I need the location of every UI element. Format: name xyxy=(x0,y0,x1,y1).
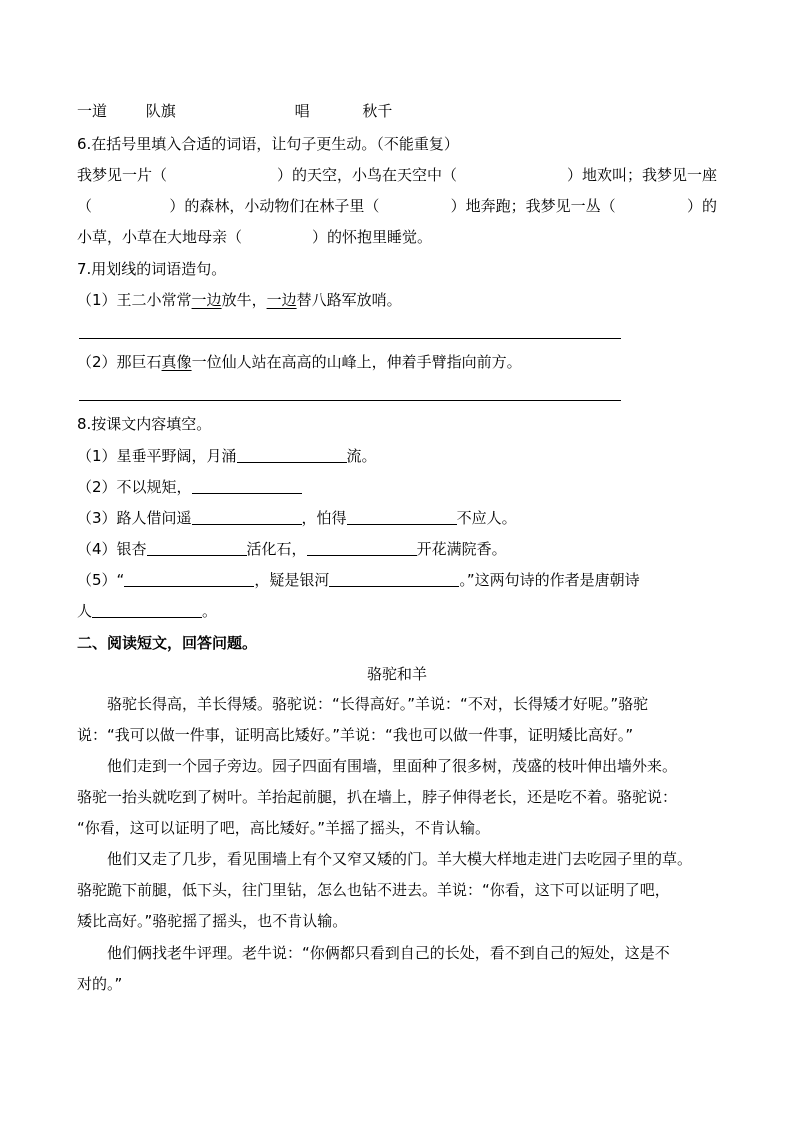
underlined-word: 真像 xyxy=(161,353,192,371)
word-3: 唱 xyxy=(294,102,310,120)
fill-blank[interactable] xyxy=(192,478,302,494)
passage-line: 他们走到一个园子旁边。园子四面有围墙，里面种了很多树，茂盛的枝叶伸出墙外来。 xyxy=(107,757,678,775)
passage-line: 骆驼跪下前腿，低下头，往门里钻，怎么也钻不进去。羊说：“你看，这下可以证明了吧， xyxy=(77,881,670,899)
q6-text: ）的天空，小鸟在天空中（ xyxy=(276,166,457,184)
q8-heading: 8.按课文内容填空。 xyxy=(77,415,212,433)
q7-text: （2）那巨石 xyxy=(77,353,162,371)
answer-line-1[interactable] xyxy=(79,338,621,339)
passage-line: 骆驼一抬头就吃到了树叶。羊抬起前腿，扒在墙上，脖子伸得老长，还是吃不着。骆驼说： xyxy=(77,788,678,806)
q8-item-5 xyxy=(77,570,640,590)
passage-line: 他们又走了几步，看见围墙上有个又窄又矮的门。羊大模大样地走进门去吃园子里的草。 xyxy=(107,850,693,868)
word-4: 秋千 xyxy=(362,102,393,120)
word-2: 队旗 xyxy=(145,102,176,120)
q6-heading: 6.在括号里填入合适的词语，让句子更生动。（不能重复） xyxy=(77,135,459,153)
q8-text: （4）银杏 xyxy=(77,540,147,558)
q7-sentence-2 xyxy=(77,352,522,372)
q6-text: 小草，小草在大地母亲（ xyxy=(77,228,243,246)
q8-text: 人 xyxy=(77,602,93,620)
fill-blank[interactable] xyxy=(237,447,347,463)
fill-blank[interactable] xyxy=(192,509,302,525)
q8-text: （3）路人借问遥 xyxy=(77,509,192,527)
q7-text: （1）王二小常常 xyxy=(77,291,192,309)
q8-text: 不应人。 xyxy=(456,509,517,527)
q7-heading: 7.用划线的词语造句。 xyxy=(77,260,227,278)
q6-line-2 xyxy=(77,196,717,216)
q7-sentence-1 xyxy=(77,290,402,310)
q8-text: （5）“ xyxy=(77,571,125,589)
q8-text: （2）不以规矩， xyxy=(77,478,192,496)
underlined-word: 一边 xyxy=(266,291,297,309)
passage-line: 矮比高好。”骆驼摇了摇头，也不肯认输。 xyxy=(77,912,348,930)
fill-blank[interactable] xyxy=(147,540,247,556)
q7-text: 一位仙人站在高高的山峰上，伸着手臂指向前方。 xyxy=(191,353,522,371)
q7-text: 放牛， xyxy=(221,291,267,309)
fill-blank[interactable] xyxy=(92,602,202,618)
word-1: 一道 xyxy=(77,102,108,120)
fill-blank[interactable] xyxy=(329,571,459,587)
underlined-word: 一边 xyxy=(191,291,222,309)
q8-text: （1）星垂平野阔，月涌 xyxy=(77,447,237,465)
q7-text: 替八路军放哨。 xyxy=(296,291,402,309)
q6-text: 我梦见一片（ xyxy=(77,166,168,184)
q6-text: （ xyxy=(77,197,93,215)
q6-text: ）的怀抱里睡觉。 xyxy=(312,228,433,246)
q8-text: 流。 xyxy=(346,447,377,465)
q8-item-1 xyxy=(77,446,377,466)
q6-line-1 xyxy=(77,165,717,185)
passage-line: 骆驼长得高，羊长得矮。骆驼说：“长得高好。”羊说：“不对，长得矮才好呢。”骆驼 xyxy=(107,695,649,713)
q8-item-4 xyxy=(77,539,507,559)
fill-blank[interactable] xyxy=(307,540,417,556)
passage-title: 骆驼和羊 xyxy=(366,665,427,683)
q8-item-3 xyxy=(77,508,517,528)
section-2-heading: 二、阅读短文，回答问题。 xyxy=(77,634,258,652)
answer-line-2[interactable] xyxy=(79,400,621,401)
passage-line: 说：“我可以做一件事，证明高比矮好。”羊说：“我也可以做一件事，证明矮比高好。” xyxy=(77,726,634,744)
q6-text: ）的 xyxy=(686,197,717,215)
q6-text: ）地欢叫；我梦见一座 xyxy=(566,166,717,184)
q8-text: 。 xyxy=(202,602,218,620)
word-list-row xyxy=(77,101,392,121)
q8-text: ，怕得 xyxy=(301,509,347,527)
q6-blank-4[interactable] xyxy=(386,196,444,216)
q6-blank-3[interactable] xyxy=(99,196,163,216)
passage-line: 对的。” xyxy=(77,975,123,993)
q6-line-3 xyxy=(77,227,432,247)
q8-item-2 xyxy=(77,477,302,497)
q8-item-5-cont xyxy=(77,601,217,621)
passage-line: “你看，这可以证明了吧，高比矮好。”羊摇了摇头，不肯认输。 xyxy=(77,819,491,837)
q8-text: 开花满院香。 xyxy=(416,540,507,558)
fill-blank[interactable] xyxy=(347,509,457,525)
q8-text: 。”这两句诗的作者是唐朝诗 xyxy=(459,571,640,589)
q6-blank-2[interactable] xyxy=(472,165,552,185)
q6-blank-5[interactable] xyxy=(622,196,680,216)
q8-text: 活化石， xyxy=(246,540,307,558)
fill-blank[interactable] xyxy=(124,571,254,587)
q6-text: ）地奔跑；我梦见一丛（ xyxy=(450,197,616,215)
q8-text: ，疑是银河 xyxy=(254,571,330,589)
q6-text: ）的森林，小动物们在林子里（ xyxy=(169,197,380,215)
passage-line: 他们俩找老牛评理。老牛说：“你俩都只看到自己的长处，看不到自己的短处，这是不 xyxy=(107,944,670,962)
q6-blank-1[interactable] xyxy=(182,165,262,185)
